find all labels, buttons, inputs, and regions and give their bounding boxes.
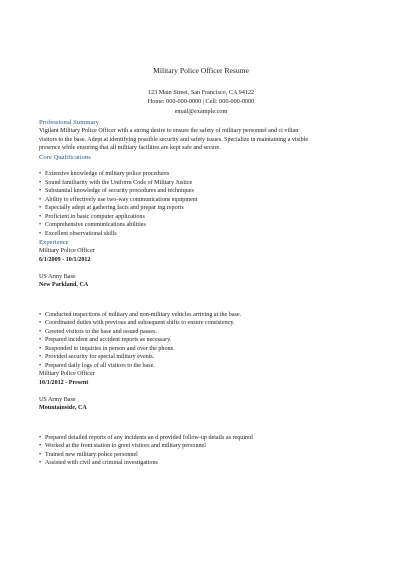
list-item: • Assisted with civil and criminal investigations bbox=[39, 460, 158, 467]
bullet-icon: • bbox=[39, 311, 42, 318]
list-item: • Prepared detailed reports of any incidents an d provided follow-up details as required bbox=[39, 434, 253, 441]
bullet-icon: • bbox=[39, 171, 42, 178]
summary-line: Vigilant Military Police Officer with a strong desire to ensure the safety of military personnel and ci vilian bbox=[39, 128, 299, 135]
list-item: • Ability to effectively use two-way communications equipment bbox=[39, 196, 198, 203]
list-item: • Excellent observational skills bbox=[39, 230, 117, 237]
summary-text bbox=[39, 127, 363, 153]
bullet-icon: • bbox=[39, 179, 42, 186]
list-item: • Proficient in basic computer applications bbox=[39, 213, 145, 220]
job-location: New Parkland, CA bbox=[39, 282, 89, 289]
bullet-icon: • bbox=[39, 328, 42, 335]
qualifications-list bbox=[39, 170, 363, 238]
summary-line: presence while ensuring that all military facilities are kept safe and secure. bbox=[39, 145, 221, 152]
qualifications-heading: Core Qualifications bbox=[39, 153, 91, 161]
bullet-icon: • bbox=[39, 460, 42, 467]
job-entry bbox=[39, 247, 363, 370]
list-item: • Provided security for special military events. bbox=[39, 354, 155, 361]
job-dates: 10/1/2012 - Present bbox=[39, 379, 89, 386]
bullet-icon: • bbox=[39, 205, 42, 212]
contact-phone: Home: 000-000-0000 | Cell: 000-000-0000 bbox=[147, 98, 255, 106]
job-role: Military Police Officer bbox=[39, 371, 95, 378]
list-item: • Sound familiarity with the Uniform Code of Military Justice bbox=[39, 179, 193, 186]
bullet-icon: • bbox=[39, 230, 42, 237]
bullet-icon: • bbox=[39, 362, 42, 369]
contact-email: email@example.com bbox=[174, 107, 228, 115]
job-duties-list bbox=[39, 311, 363, 371]
bullet-icon: • bbox=[39, 443, 42, 450]
job-entry bbox=[39, 370, 363, 468]
bullet-icon: • bbox=[39, 337, 42, 344]
list-item: • Responded to inquiries in person and over the phone. bbox=[39, 345, 175, 352]
list-item: • Conducted inspections of military and non-military vehicles arriving at the base. bbox=[39, 311, 242, 318]
bullet-icon: • bbox=[39, 222, 42, 229]
bullet-icon: • bbox=[39, 434, 42, 441]
contact-address: 123 Main Street, San Francisco, CA 94122 bbox=[147, 89, 255, 96]
list-item: • Comprehensive communications abilities bbox=[39, 222, 146, 229]
resume-title: Military Police Officer Resume bbox=[153, 66, 249, 75]
job-dates: 6/1/2009 - 10/1/2012 bbox=[39, 256, 91, 263]
job-role: Military Police Officer bbox=[39, 248, 95, 255]
list-item: • Prepared incident and accident reports as necessary. bbox=[39, 337, 172, 344]
list-item: • Greeted visitors to the base and issued passes. bbox=[39, 328, 158, 335]
job-employer: US Army Base bbox=[39, 396, 76, 403]
list-item: • Prepared daily logs of all visitors to the base. bbox=[39, 362, 155, 369]
list-item: • Trained new military police personnel bbox=[39, 451, 138, 458]
job-employer: US Army Base bbox=[39, 273, 76, 280]
list-item: • Coordinated duties with previous and subsequent shifts to ensure consistency. bbox=[39, 320, 235, 327]
bullet-icon: • bbox=[39, 196, 42, 203]
contact-block bbox=[39, 88, 363, 116]
bullet-icon: • bbox=[39, 451, 42, 458]
bullet-icon: • bbox=[39, 213, 42, 220]
bullet-icon: • bbox=[39, 354, 42, 361]
list-item: • Especially adept at gathering facts and prepar ing reports bbox=[39, 205, 184, 212]
bullet-icon: • bbox=[39, 188, 42, 195]
bullet-icon: • bbox=[39, 345, 42, 352]
list-item: • Worked at the front station to greet visitors and military personnel bbox=[39, 443, 206, 450]
list-item: • Substantial knowledge of security procedures and techniques bbox=[39, 188, 194, 195]
job-duties-list bbox=[39, 434, 363, 468]
bullet-icon: • bbox=[39, 320, 42, 327]
summary-heading: Professional Summary bbox=[39, 119, 99, 127]
list-item: • Extensive knowledge of military police procedures bbox=[39, 171, 170, 178]
summary-line: visitors to the base. Adept at identifying possible security and safety issues. Specialize in maintaining a visible bbox=[39, 136, 309, 143]
experience-heading: Experience bbox=[39, 239, 69, 247]
job-location: Mountainside, CA bbox=[39, 405, 87, 412]
